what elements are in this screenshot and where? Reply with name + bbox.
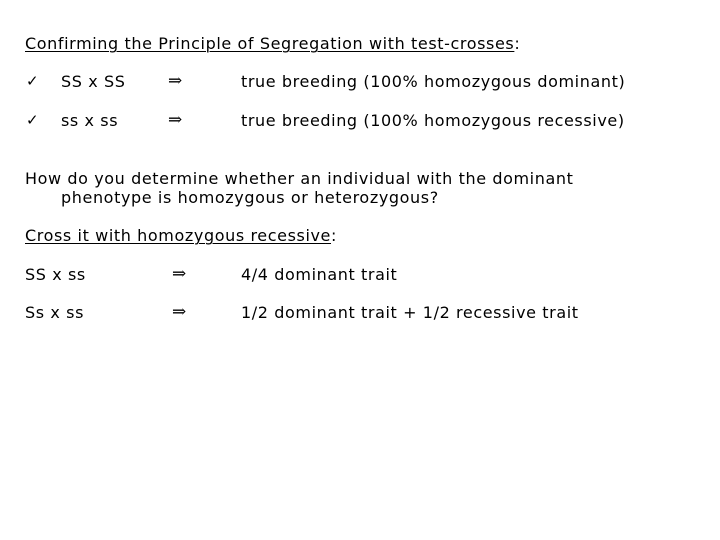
heading-colon: : [514,34,521,53]
implies-arrow-icon: ⇒ [172,264,187,284]
test-cross-label: SS x ss [25,265,86,284]
section-heading-test-cross [25,228,337,244]
heading-colon: : [331,226,338,245]
implies-arrow-icon: ⇒ [168,71,183,91]
test-cross-result: 1/2 dominant trait + 1/2 recessive trait [241,303,579,322]
cross-label: SS x SS [61,72,126,91]
implies-arrow-icon: ⇒ [172,302,187,322]
check-icon: ✓ [26,72,40,90]
cross-label: ss x ss [61,111,119,130]
cross-result: true breeding (100% homozygous dominant) [241,72,626,91]
check-icon: ✓ [26,111,40,129]
heading-underlined-text: Cross it with homozygous recessive [25,226,332,245]
question-line-2: phenotype is homozygous or heterozygous? [61,188,439,207]
section-heading-segregation [25,36,520,52]
test-cross-result: 4/4 dominant trait [241,265,398,284]
question-line-1: How do you determine whether an individual with the dominant [25,169,574,188]
cross-result: true breeding (100% homozygous recessive) [241,111,625,130]
heading-underlined-text: Confirming the Principle of Segregation with test-crosses [25,34,515,53]
test-cross-label: Ss x ss [25,303,85,322]
implies-arrow-icon: ⇒ [168,110,183,130]
